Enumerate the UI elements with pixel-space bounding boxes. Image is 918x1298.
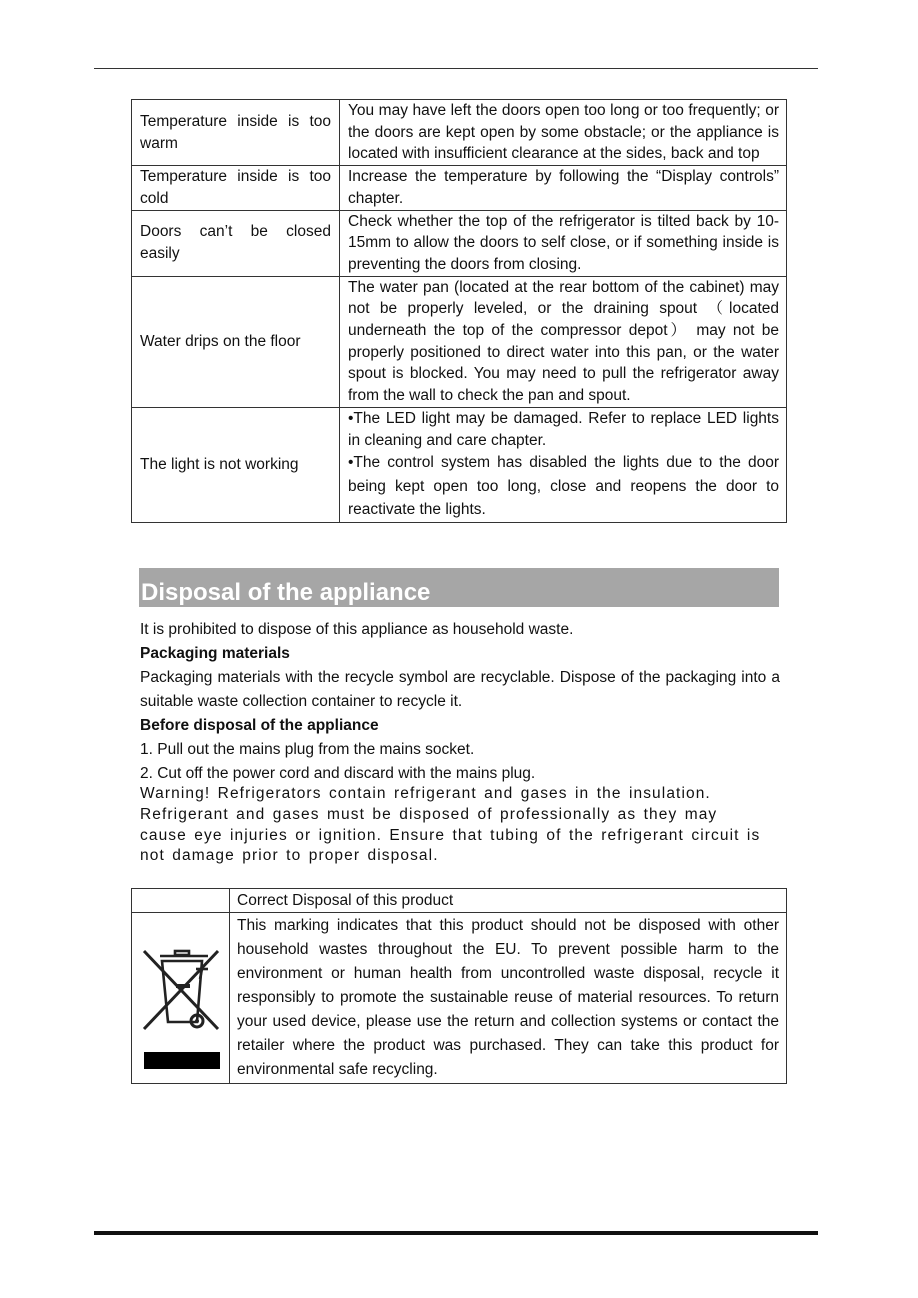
packaging-text: Packaging materials with the recycle symbol are recyclable. Dispose of the packaging into a suitable waste collection container to recycle it. xyxy=(140,669,780,710)
issue-cell: Water drips on the floor xyxy=(132,276,340,407)
solution-text: You may have left the doors open too long or too frequently; or the doors are kept open by some obstacle; or the appliance is located with insufficient clearance at the sides, back and top xyxy=(348,102,779,163)
section-title: Disposal of the appliance xyxy=(141,579,431,606)
solution-text: •The LED light may be damaged. Refer to replace LED lights in cleaning and care chapter. xyxy=(348,409,779,449)
crossed-out-wheelie-bin-icon xyxy=(142,947,222,1077)
issue-cell: The light is not working xyxy=(132,407,340,522)
disposal-body xyxy=(140,618,780,786)
step-1: 1. Pull out the mains plug from the mains socket. xyxy=(140,741,475,758)
solution-text: •The control system has disabled the lights due to the door being kept open too long, close and reopens the door to reactivate the lights. xyxy=(348,454,779,519)
solution-cell xyxy=(340,407,787,522)
issue-cell: Temperature inside is too warm xyxy=(132,100,340,166)
weee-description: This marking indicates that this product should not be disposed with other household wastes throughout the EU. To prevent possible harm to the environment or human health from uncontrolled waste disposal, recycle it responsibly to promote the sustainable reuse of material resources. To return your used device, please use the return and collection systems or contact the retailer where the product was purchased. They can take this product for environmental safe recycling. xyxy=(230,913,787,1084)
solution-text: The water pan (located at the rear bottom of the cabinet) may not be properly leveled, or the draining spout （located underneath the top of the compressor depot） may not be properly positioned to direct water into this pan, or the water spout is blocked. You may need to pull the refrigerator away from the wall to check the pan and spout. xyxy=(348,278,779,405)
table-row xyxy=(132,166,787,210)
table-row xyxy=(132,407,787,522)
table-row xyxy=(132,889,787,913)
before-disposal-heading: Before disposal of the appliance xyxy=(140,717,379,734)
weee-table xyxy=(131,888,787,1084)
warning-paragraph xyxy=(140,784,765,867)
table-row xyxy=(132,210,787,276)
solution-text: Check whether the top of the refrigerator is tilted back by 10-15mm to allow the doors to self close, or if something inside is preventing the doors from closing. xyxy=(348,212,779,273)
header-rule xyxy=(94,68,818,69)
solution-text: Increase the temperature by following the “Display controls” chapter. xyxy=(348,168,779,207)
solution-cell xyxy=(340,100,787,166)
step-2: 2. Cut off the power cord and discard with the mains plug. xyxy=(140,765,536,782)
table-row xyxy=(132,276,787,407)
section-heading-bar xyxy=(139,568,779,607)
footer-rule xyxy=(94,1231,818,1235)
solution-cell xyxy=(340,166,787,210)
weee-icon-cell xyxy=(132,913,230,1084)
empty-cell xyxy=(132,889,230,913)
issue-cell: Temperature inside is too cold xyxy=(132,166,340,210)
solution-cell xyxy=(340,276,787,407)
warning-text: Warning! Refrigerators contain refrigerant and gases in the insulation. Refrigerant and gases must be disposed of professionally as they may cause eye injuries or ignition. Ensure that tubing of the refrigerant circuit is not damage prior to proper disposal. xyxy=(140,785,761,865)
issue-cell: Doors can’t be closed easily xyxy=(132,210,340,276)
table-row xyxy=(132,100,787,166)
packaging-heading: Packaging materials xyxy=(140,645,290,662)
weee-header: Correct Disposal of this product xyxy=(230,889,787,913)
intro-text: It is prohibited to dispose of this appliance as household waste. xyxy=(140,621,574,638)
table-row xyxy=(132,913,787,1084)
troubleshooting-table xyxy=(131,99,787,523)
solution-cell xyxy=(340,210,787,276)
